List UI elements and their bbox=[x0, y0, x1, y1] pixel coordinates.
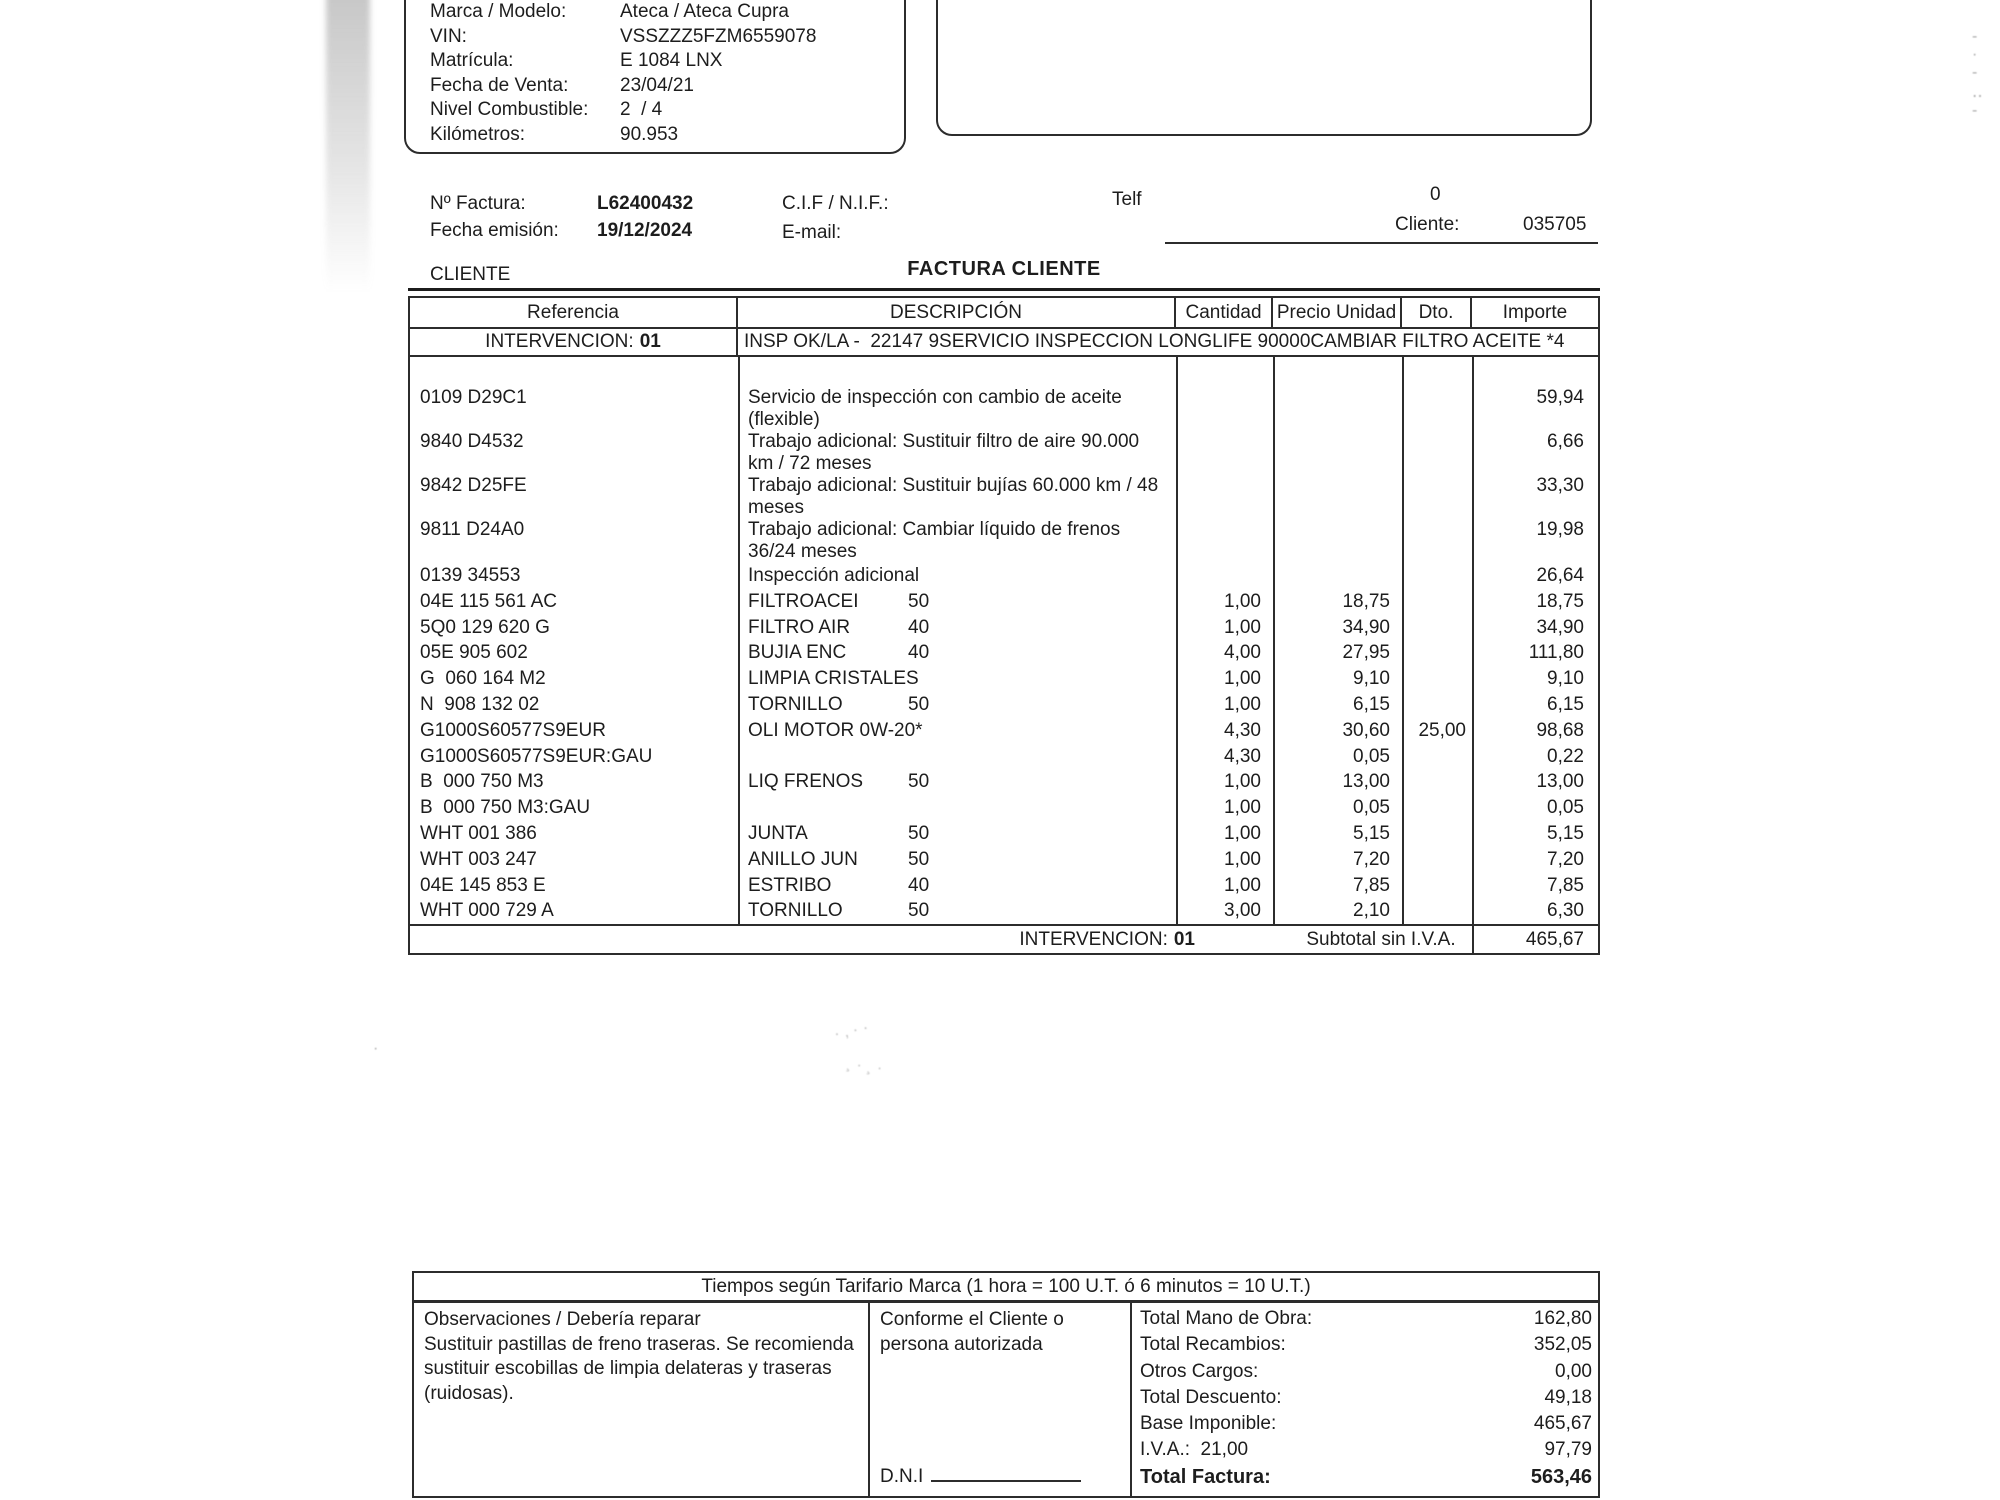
row-reference: 5Q0 129 620 G bbox=[420, 616, 550, 638]
table-row bbox=[410, 640, 1598, 666]
row-unit-price: 7,20 bbox=[1353, 848, 1390, 870]
table-row bbox=[410, 744, 1598, 770]
subtotal-value: 465,67 bbox=[1472, 926, 1598, 953]
header-importe: Importe bbox=[1502, 301, 1568, 323]
table-row bbox=[410, 769, 1598, 795]
totals-list bbox=[1132, 1306, 1598, 1490]
row-reference: 0139 34553 bbox=[420, 565, 521, 586]
vehicle-field-label: Matrícula: bbox=[430, 50, 514, 72]
row-discount bbox=[1402, 769, 1472, 795]
total-row bbox=[1132, 1385, 1598, 1411]
row-description-text: LIMPIA CRISTALES bbox=[748, 668, 919, 690]
table-row bbox=[410, 431, 1598, 475]
row-description bbox=[740, 692, 1176, 718]
row-quantity: 4,30 bbox=[1224, 745, 1261, 767]
row-description-text: ESTRIBO bbox=[748, 874, 832, 896]
row-amount: 19,98 bbox=[1536, 519, 1584, 540]
total-value: 0,00 bbox=[1555, 1360, 1592, 1382]
row-discount bbox=[1402, 821, 1472, 847]
column-divider bbox=[1402, 357, 1404, 924]
row-unit-price: 6,15 bbox=[1353, 693, 1390, 715]
row-description-code: 40 bbox=[908, 642, 930, 664]
cif-nif-label: C.I.F / N.I.F.: bbox=[782, 193, 889, 214]
row-quantity: 1,00 bbox=[1224, 590, 1261, 612]
header-cantidad: Cantidad bbox=[1176, 298, 1273, 327]
row-amount: 26,64 bbox=[1536, 565, 1584, 586]
vehicle-field-label: Kilómetros: bbox=[430, 123, 526, 145]
row-description bbox=[740, 387, 1176, 431]
vehicle-field-row bbox=[406, 123, 904, 148]
total-value: 49,18 bbox=[1544, 1386, 1592, 1408]
row-reference: WHT 000 729 A bbox=[420, 900, 554, 922]
row-quantity: 1,00 bbox=[1224, 797, 1261, 819]
scan-artifact-streak bbox=[326, 0, 370, 308]
row-amount: 5,15 bbox=[1547, 822, 1584, 844]
total-value: 465,67 bbox=[1533, 1413, 1592, 1435]
row-description-text: BUJIA ENC bbox=[748, 642, 847, 664]
row-description-text: Inspección adicional bbox=[748, 565, 920, 586]
row-quantity: 3,00 bbox=[1224, 900, 1261, 922]
row-unit-price: 2,10 bbox=[1353, 900, 1390, 922]
table-header-row bbox=[410, 298, 1598, 329]
intervention-number: 01 bbox=[639, 331, 661, 352]
invoice-table bbox=[408, 296, 1600, 955]
subtotal-intervention-label: INTERVENCION: bbox=[1019, 929, 1168, 951]
row-discount bbox=[1402, 387, 1472, 431]
row-description bbox=[740, 666, 1176, 692]
row-description-code: 50 bbox=[908, 822, 930, 844]
row-discount bbox=[1402, 615, 1472, 641]
issue-date-value: 19/12/2024 bbox=[597, 220, 693, 241]
row-description-text: Servicio de inspección con cambio de aceite bbox=[748, 387, 1122, 408]
row-description-text: OLI MOTOR 0W-20* bbox=[748, 719, 923, 741]
row-reference: 05E 905 602 bbox=[420, 642, 528, 664]
row-quantity: 1,00 bbox=[1224, 822, 1261, 844]
row-description bbox=[740, 475, 1176, 519]
total-label: Base Imponible: bbox=[1140, 1413, 1277, 1435]
row-description-code: 40 bbox=[908, 616, 930, 638]
header-descripcion: DESCRIPCIÓN bbox=[738, 298, 1176, 327]
stamp-box bbox=[936, 0, 1988, 136]
row-description bbox=[740, 873, 1176, 899]
vehicle-field-row bbox=[406, 0, 904, 25]
column-divider bbox=[1273, 357, 1275, 924]
table-row bbox=[410, 821, 1598, 847]
tariff-note: Tiempos según Tarifario Marca (1 hora = 100 U.T. ó 6 minutos = 10 U.T.) bbox=[412, 1271, 1600, 1302]
total-row bbox=[1132, 1359, 1598, 1385]
row-quantity: 1,00 bbox=[1224, 668, 1261, 690]
row-amount: 59,94 bbox=[1536, 387, 1584, 408]
row-unit-price bbox=[1273, 431, 1402, 475]
row-amount: 9,10 bbox=[1547, 668, 1584, 690]
row-quantity: 4,30 bbox=[1224, 719, 1261, 741]
row-quantity bbox=[1176, 431, 1273, 475]
row-amount: 6,66 bbox=[1547, 431, 1584, 452]
row-discount bbox=[1402, 519, 1472, 563]
row-description-code: 50 bbox=[908, 771, 930, 793]
row-quantity: 1,00 bbox=[1224, 874, 1261, 896]
row-reference: G1000S60577S9EUR:GAU bbox=[420, 745, 653, 767]
observations-cell bbox=[414, 1303, 870, 1496]
row-description-code: 50 bbox=[908, 900, 930, 922]
subtotal-intervention bbox=[410, 926, 1290, 953]
total-value: 352,05 bbox=[1533, 1334, 1592, 1356]
row-amount: 0,22 bbox=[1547, 745, 1584, 767]
total-label: Total Factura: bbox=[1140, 1465, 1271, 1488]
row-reference: G1000S60577S9EUR bbox=[420, 719, 606, 741]
total-label: I.V.A.: 21,00 bbox=[1140, 1439, 1249, 1461]
total-row bbox=[1132, 1306, 1598, 1332]
row-amount: 13,00 bbox=[1536, 771, 1584, 793]
header-referencia: Referencia bbox=[410, 298, 738, 327]
row-discount bbox=[1402, 847, 1472, 873]
vehicle-field-value: 2 / 4 bbox=[620, 99, 663, 121]
row-reference: 04E 115 561 AC bbox=[420, 590, 557, 612]
row-discount bbox=[1402, 563, 1472, 589]
row-description bbox=[740, 431, 1176, 475]
row-description bbox=[740, 589, 1176, 615]
vehicle-field-value: 23/04/21 bbox=[620, 74, 694, 96]
total-row bbox=[1132, 1464, 1598, 1490]
row-unit-price: 0,05 bbox=[1353, 745, 1390, 767]
row-discount bbox=[1402, 873, 1472, 899]
row-description-text: Trabajo adicional: Sustituir bujías 60.000 km / 48 bbox=[748, 475, 1159, 496]
row-discount bbox=[1402, 666, 1472, 692]
client-number-value: 035705 bbox=[1523, 214, 1587, 235]
row-unit-price: 18,75 bbox=[1342, 590, 1390, 612]
vehicle-field-value: 90.953 bbox=[620, 123, 679, 145]
issue-date-label: Fecha emisión: bbox=[430, 220, 559, 241]
total-value: 563,46 bbox=[1530, 1465, 1592, 1488]
row-amount: 111,80 bbox=[1528, 642, 1584, 664]
header-precio-unidad: Precio Unidad bbox=[1273, 298, 1402, 327]
row-description bbox=[740, 563, 1176, 589]
row-unit-price: 7,85 bbox=[1353, 874, 1390, 896]
row-description-text: Trabajo adicional: Cambiar líquido de frenos bbox=[748, 519, 1121, 540]
footer-box bbox=[412, 1301, 1600, 1498]
vehicle-field-value: Ateca / Ateca Cupra bbox=[620, 1, 789, 22]
row-quantity bbox=[1176, 387, 1273, 431]
row-description-line2: (flexible) bbox=[748, 409, 820, 430]
row-description bbox=[740, 640, 1176, 666]
invoice-title: FACTURA CLIENTE bbox=[907, 258, 1101, 280]
intervention-description: INSP OK/LA - 22147 9SERVICIO INSPECCION LONGLIFE 90000CAMBIAR FILTRO ACEITE *4 bbox=[744, 331, 1565, 352]
total-value: 162,80 bbox=[1533, 1308, 1592, 1329]
intervention-header-row bbox=[410, 329, 1598, 357]
row-description bbox=[740, 718, 1176, 744]
row-unit-price: 27,95 bbox=[1342, 642, 1390, 664]
dni-signature-line bbox=[931, 1466, 1081, 1482]
row-unit-price: 13,00 bbox=[1342, 771, 1390, 793]
table-row bbox=[410, 873, 1598, 899]
row-quantity: 1,00 bbox=[1224, 848, 1261, 870]
invoice-table-body bbox=[410, 357, 1598, 924]
row-unit-price bbox=[1273, 519, 1402, 563]
row-description bbox=[740, 795, 1176, 821]
column-divider bbox=[1472, 357, 1474, 924]
row-description-text: TORNILLO bbox=[748, 693, 843, 715]
row-amount: 98,68 bbox=[1536, 719, 1584, 741]
table-row bbox=[410, 692, 1598, 718]
vehicle-field-row bbox=[406, 49, 904, 74]
row-amount: 18,75 bbox=[1536, 590, 1584, 612]
observations-text: Sustituir pastillas de freno traseras. Se recomienda sustituir escobillas de limpia delateras y traseras (ruidosas). bbox=[424, 1333, 854, 1405]
vehicle-field-label: Fecha de Venta: bbox=[430, 74, 569, 96]
vehicle-field-row bbox=[406, 98, 904, 123]
header-dto: Dto. bbox=[1402, 298, 1472, 327]
row-reference: 0109 D29C1 bbox=[420, 387, 527, 408]
telephone-value: 0 bbox=[1430, 184, 1441, 205]
row-reference: WHT 003 247 bbox=[420, 848, 537, 870]
row-unit-price bbox=[1273, 475, 1402, 519]
row-discount bbox=[1402, 898, 1472, 924]
dni-row bbox=[880, 1465, 1081, 1490]
row-amount: 7,85 bbox=[1547, 874, 1584, 896]
table-row bbox=[410, 718, 1598, 744]
row-discount bbox=[1402, 744, 1472, 770]
row-description-text: ANILLO JUN bbox=[748, 848, 858, 870]
row-discount bbox=[1402, 589, 1472, 615]
row-quantity bbox=[1176, 563, 1273, 589]
vehicle-info bbox=[406, 0, 904, 148]
row-description-text: Trabajo adicional: Sustituir filtro de aire 90.000 bbox=[748, 431, 1140, 452]
table-row bbox=[410, 519, 1598, 563]
section-divider bbox=[408, 288, 1600, 291]
vehicle-field-row bbox=[406, 25, 904, 50]
intervention-reference bbox=[410, 329, 738, 355]
row-reference: 9840 D4532 bbox=[420, 431, 524, 452]
row-discount: 25,00 bbox=[1418, 719, 1466, 741]
scan-artifact-smudge: ¸·¸· bbox=[845, 1055, 889, 1078]
subtotal-row bbox=[410, 924, 1598, 953]
invoice-number-label: Nº Factura: bbox=[430, 193, 526, 214]
row-quantity: 1,00 bbox=[1224, 616, 1261, 638]
vehicle-field-row bbox=[406, 74, 904, 99]
row-unit-price bbox=[1273, 563, 1402, 589]
vehicle-field-value: E 1084 LNX bbox=[620, 50, 723, 72]
dni-label: D.N.I bbox=[880, 1466, 924, 1488]
row-description-text: FILTROACEI bbox=[748, 590, 859, 612]
row-reference: N 908 132 02 bbox=[420, 693, 540, 715]
row-description bbox=[740, 519, 1176, 563]
row-amount: 34,90 bbox=[1536, 616, 1584, 638]
table-row bbox=[410, 847, 1598, 873]
vehicle-field-label: Nivel Combustible: bbox=[430, 99, 589, 121]
row-reference: B 000 750 M3 bbox=[420, 771, 544, 793]
row-quantity: 4,00 bbox=[1224, 642, 1261, 664]
row-reference: 9811 D24A0 bbox=[420, 519, 525, 540]
total-label: Total Descuento: bbox=[1140, 1386, 1282, 1408]
total-value: 97,79 bbox=[1544, 1439, 1592, 1461]
row-quantity bbox=[1176, 519, 1273, 563]
row-description-line2: km / 72 meses bbox=[748, 453, 872, 474]
row-description bbox=[740, 821, 1176, 847]
row-reference: WHT 001 386 bbox=[420, 822, 537, 844]
table-row bbox=[410, 387, 1598, 431]
email-label: E-mail: bbox=[782, 222, 842, 243]
row-reference: B 000 750 M3:GAU bbox=[420, 797, 591, 819]
row-unit-price: 0,05 bbox=[1353, 797, 1390, 819]
row-amount: 0,05 bbox=[1547, 797, 1584, 819]
vehicle-field-label: VIN: bbox=[430, 25, 467, 47]
total-label: Otros Cargos: bbox=[1140, 1360, 1259, 1382]
row-description-code: 50 bbox=[908, 693, 930, 715]
row-description-code: 50 bbox=[908, 848, 930, 870]
row-reference: 9842 D25FE bbox=[420, 475, 527, 496]
row-description-text: JUNTA bbox=[748, 822, 808, 844]
row-description-text: TORNILLO bbox=[748, 900, 843, 922]
row-quantity: 1,00 bbox=[1224, 693, 1261, 715]
total-label: Total Recambios: bbox=[1140, 1334, 1286, 1356]
row-description-code: 40 bbox=[908, 874, 930, 896]
row-amount: 7,20 bbox=[1547, 848, 1584, 870]
client-number-label: Cliente: bbox=[1395, 214, 1460, 235]
row-unit-price bbox=[1273, 387, 1402, 431]
row-discount bbox=[1402, 475, 1472, 519]
row-unit-price: 30,60 bbox=[1342, 719, 1390, 741]
row-description-text: FILTRO AIR bbox=[748, 616, 851, 638]
row-discount bbox=[1402, 640, 1472, 666]
row-quantity: 1,00 bbox=[1224, 771, 1261, 793]
table-row bbox=[410, 563, 1598, 589]
vehicle-field-value: VSSZZZ5FZM6559078 bbox=[620, 25, 817, 47]
row-reference: 04E 145 853 E bbox=[420, 874, 546, 896]
row-description bbox=[740, 898, 1176, 924]
scan-artifact-dot: · bbox=[373, 1040, 384, 1057]
meta-underline bbox=[1165, 242, 1598, 244]
total-row bbox=[1132, 1411, 1598, 1437]
table-row bbox=[410, 615, 1598, 641]
table-row bbox=[410, 666, 1598, 692]
row-description bbox=[740, 847, 1176, 873]
row-amount: 6,30 bbox=[1547, 900, 1584, 922]
vehicle-field-label: Marca / Modelo: bbox=[430, 1, 567, 22]
row-description-text: LIQ FRENOS bbox=[748, 771, 864, 793]
row-unit-price: 34,90 bbox=[1342, 616, 1390, 638]
row-reference: G 060 164 M2 bbox=[420, 668, 546, 690]
total-row bbox=[1132, 1437, 1598, 1463]
intervention-label: INTERVENCION: bbox=[485, 331, 634, 352]
table-row bbox=[410, 589, 1598, 615]
row-description bbox=[740, 744, 1176, 770]
row-discount bbox=[1402, 795, 1472, 821]
row-unit-price: 9,10 bbox=[1353, 668, 1390, 690]
table-row bbox=[410, 898, 1598, 924]
total-row bbox=[1132, 1332, 1598, 1358]
column-divider bbox=[1176, 357, 1178, 924]
row-amount: 33,30 bbox=[1536, 475, 1584, 496]
row-unit-price: 5,15 bbox=[1353, 822, 1390, 844]
row-discount bbox=[1402, 692, 1472, 718]
row-discount bbox=[1402, 431, 1472, 475]
row-description bbox=[740, 769, 1176, 795]
total-label: Total Mano de Obra: bbox=[1140, 1308, 1313, 1329]
telephone-label: Telf bbox=[1112, 189, 1142, 210]
row-description-line2: 36/24 meses bbox=[748, 541, 857, 562]
table-row bbox=[410, 475, 1598, 519]
vehicle-info-box bbox=[404, 0, 906, 154]
subtotal-label: Subtotal sin I.V.A. bbox=[1306, 929, 1456, 951]
totals-cell bbox=[1132, 1303, 1598, 1496]
scan-artifact-marks: - · - ‥ - bbox=[1972, 28, 1988, 119]
row-amount: 6,15 bbox=[1547, 693, 1584, 715]
row-quantity bbox=[1176, 475, 1273, 519]
scan-artifact-smudge: ·‚·· bbox=[832, 1018, 875, 1043]
table-row bbox=[410, 795, 1598, 821]
cliente-section-label: CLIENTE bbox=[430, 264, 511, 285]
conforme-cell bbox=[870, 1303, 1132, 1496]
observations-title: Observaciones / Debería reparar bbox=[424, 1309, 701, 1330]
invoice-number-value: L62400432 bbox=[597, 193, 694, 214]
row-description-code: 50 bbox=[908, 590, 930, 612]
conforme-text: Conforme el Cliente o persona autorizada bbox=[880, 1309, 1064, 1355]
subtotal-intervention-number: 01 bbox=[1173, 929, 1195, 951]
row-description bbox=[740, 615, 1176, 641]
row-description-line2: meses bbox=[748, 497, 804, 518]
